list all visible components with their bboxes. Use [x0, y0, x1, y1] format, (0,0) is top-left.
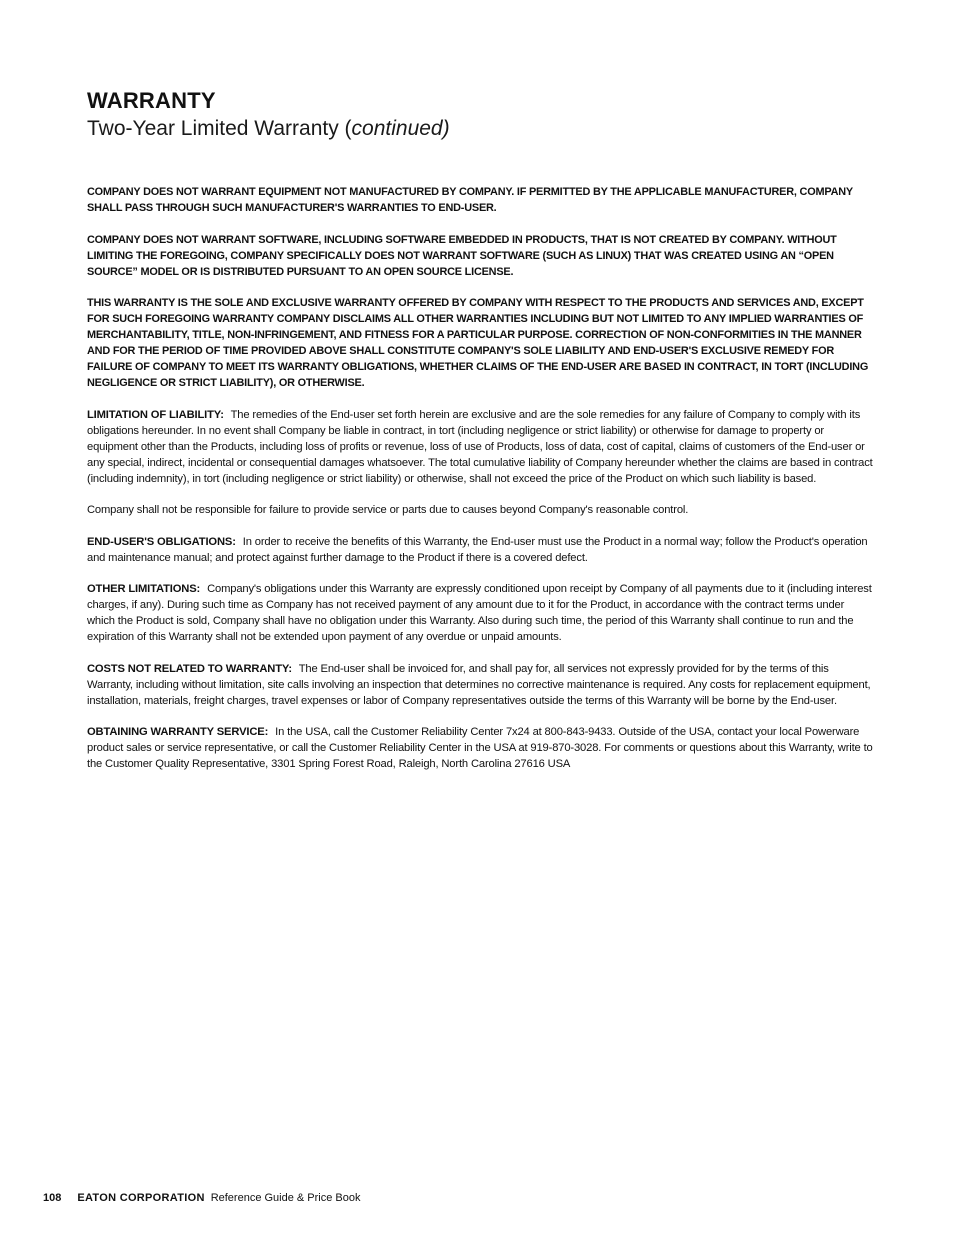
end-user-obligations-paragraph	[87, 534, 873, 566]
other-limitations-heading: OTHER LIMITATIONS:	[87, 583, 201, 595]
footer-company: EATON CORPORATION	[77, 1192, 205, 1204]
limitation-of-liability-heading: LIMITATION OF LIABILITY:	[87, 408, 224, 421]
exclusive-warranty-paragraph: THIS WARRANTY IS THE SOLE AND EXCLUSIVE WARRANTY OFFERED BY COMPANY WITH RESPECT TO THE PRODUCTS AND SERVICES AND, EXCEPT FOR SUCH FOREGOING WARRANTY COMPANY DISCLAIMS ALL OTHER WARRANTIES INCLUDING BUT NOT LIMITED TO ANY IMPLIED WARRANTIES OF MERCHANTABILITY, TITLE, NON-INFRINGEMENT, AND FITNESS FOR A PARTICULAR PURPOSE. CORRECTION OF NON-CONFORMITIES IN THE MANNER AND FOR THE PERIOD OF TIME PROVIDED ABOVE SHALL CONSTITUTE COMPANY'S SOLE LIABILITY AND END-USER'S EXCLUSIVE REMEDY FOR FAILURE OF COMPANY TO MEET ITS WARRANTY OBLIGATIONS, WHETHER CLAIMS OF THE END-USER ARE BASED IN CONTRACT, IN TORT (INCLUDING NEGLIGENCE OR STRICT LIABILITY), OR OTHERWISE.	[87, 297, 869, 389]
obtaining-service-text: In the USA, call the Customer Reliability Center 7x24 at 800-843-9433. Outside of the USA, contact your local Powerware product sales or service representative, or call the Customer Reliability Center in the USA at 919-870-3028. For comments or questions about this Warranty, write to the Customer Quality Representative, 3301 Spring Forest Road, Raleigh, North Carolina 27616 USA	[87, 726, 873, 770]
costs-not-related-text: The End-user shall be invoiced for, and shall pay for, all services not expressly provided for by the terms of this Warranty, including without limitation, site calls involving an inspection that determines no corrective maintenance is required. Any costs for replacement equipment, installation, materials, freight charges, travel expenses or labor of Company representatives outside the terms of this Warranty will be borne by the End-user.	[87, 662, 871, 707]
limitation-of-liability-text: The remedies of the End-user set forth herein are exclusive and are the sole remedies for any failure of Company to comply with its obligations hereunder. In no event shall Company be liable in contract, in tort (including negligence or strict liability) or otherwise for damage to property or equipment other than the Products, including loss of profits or revenue, loss of use of Products, loss of data, cost of capital, claims of customers of the End-user or any special, indirect, incidental or consequential damages whatsoever. The total cumulative liability of Company hereunder whether the claims are based in contract (including indemnity), in tort (including negligence or strict liability) or otherwise, shall not exceed the price of the Product on which such liability is based.	[87, 408, 873, 485]
subtitle-text: Two-Year Limited Warranty (	[87, 117, 352, 140]
obtaining-service-heading: OBTAINING WARRANTY SERVICE:	[87, 726, 269, 738]
section-subtitle	[87, 116, 887, 142]
page-footer	[43, 1190, 361, 1206]
third-party-equipment-paragraph: COMPANY DOES NOT WARRANT EQUIPMENT NOT MANUFACTURED BY COMPANY. IF PERMITTED BY THE APPLICABLE MANUFACTURER, COMPANY SHALL PASS THROUGH SUCH MANUFACTURER'S WARRANTIES TO END-USER.	[87, 186, 853, 214]
costs-not-related-heading: COSTS NOT RELATED TO WARRANTY:	[87, 662, 292, 675]
end-user-obligations-heading: END-USER'S OBLIGATIONS:	[87, 535, 236, 548]
software-paragraph: COMPANY DOES NOT WARRANT SOFTWARE, INCLUDING SOFTWARE EMBEDDED IN PRODUCTS, THAT IS NOT CREATED BY COMPANY. WITHOUT LIMITING THE FOREGOING, COMPANY SPECIFICALLY DOES NOT WARRANT SOFTWARE (SUCH AS LINUX) THAT WAS CREATED USING AN “OPEN SOURCE” MODEL OR IS DISTRIBUTED PURSUANT TO AN OPEN SOURCE LICENSE.	[87, 233, 837, 278]
section-title: WARRANTY	[87, 88, 216, 113]
page-header	[87, 88, 887, 142]
warranty-body	[87, 184, 873, 788]
other-limitations-paragraph	[87, 581, 873, 645]
force-majeure-paragraph: Company shall not be responsible for failure to provide service or parts due to causes beyond Company's reasonable control.	[87, 504, 689, 516]
page-number: 108	[43, 1192, 62, 1204]
subtitle-continued: continued)	[351, 117, 450, 140]
obtaining-service-paragraph	[87, 724, 873, 772]
costs-not-related-paragraph	[87, 661, 873, 709]
other-limitations-text: Company's obligations under this Warranty are expressly conditioned upon receipt by Company of all payments due to it (including interest charges, if any). During such time as Company has not received payment of any amount due to it for the Product, in accordance with the contract terms under which the Product is sold, Company shall have no obligation under this Warranty. Also during such time, the period of this Warranty shall continue to run and the expiration of this Warranty shall not be extended upon payment of any overdue or unpaid amounts.	[87, 583, 872, 643]
limitation-of-liability-paragraph	[87, 407, 873, 487]
end-user-obligations-text: In order to receive the benefits of this Warranty, the End-user must use the Product in a normal way; follow the Product's operation and maintenance manual; and protect against further damage to the Product if there is a covered defect.	[87, 535, 868, 564]
footer-publication: Reference Guide & Price Book	[210, 1192, 361, 1204]
